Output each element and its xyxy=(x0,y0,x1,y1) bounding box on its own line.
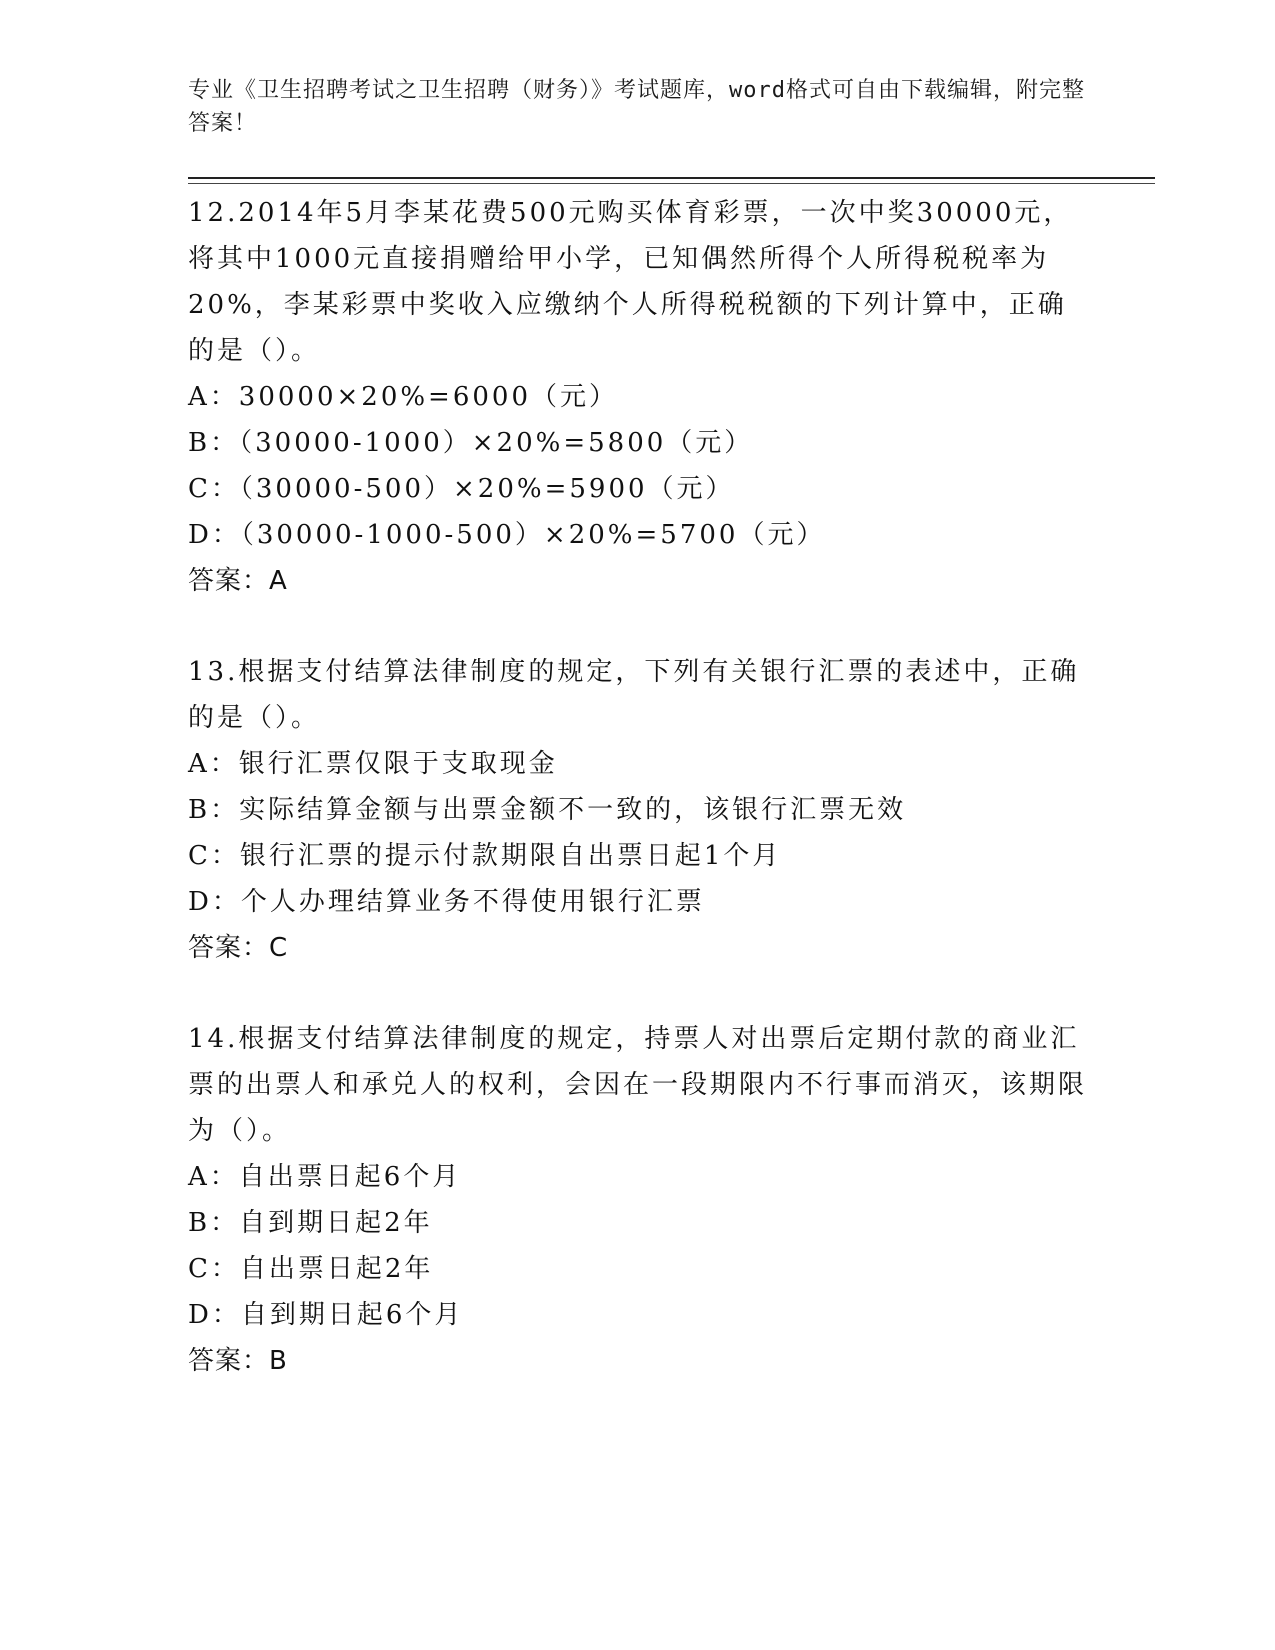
option-d: D：个人办理结算业务不得使用银行汇票 xyxy=(188,887,705,917)
option-c: C：银行汇票的提示付款期限自出票日起1个月 xyxy=(188,841,782,871)
option-a: A：30000×20%=6000（元） xyxy=(188,382,619,412)
option-a: A：银行汇票仅限于支取现金 xyxy=(188,749,558,779)
question-list xyxy=(188,190,1088,1429)
header-divider-thin xyxy=(188,183,1155,184)
question-12 xyxy=(188,190,1088,604)
document-header: 专业《卫生招聘考试之卫生招聘（财务）》考试题库，word格式可自由下载编辑，附完整答案！ xyxy=(188,78,1085,136)
option-b: B：自到期日起2年 xyxy=(188,1208,433,1238)
question-text: 13.根据支付结算法律制度的规定，下列有关银行汇票的表述中，正确的是（）。 xyxy=(188,657,1080,733)
question-text: 12.2014年5月李某花费500元购买体育彩票，一次中奖30000元，将其中1000元直接捐赠给甲小学，已知偶然所得个人所得税税率为20%，李某彩票中奖收入应缴纳个人所得税税额的下列计算中，正确的是（）。 xyxy=(188,198,1073,366)
question-14 xyxy=(188,1016,1088,1384)
header-divider-thick xyxy=(188,177,1155,179)
option-a: A：自出票日起6个月 xyxy=(188,1162,462,1192)
answer-line: 答案：C xyxy=(188,933,289,963)
option-c: C：（30000-500）×20%=5900（元） xyxy=(188,474,735,504)
answer-line: 答案：A xyxy=(188,566,288,596)
answer-line: 答案：B xyxy=(188,1346,288,1376)
option-c: C：自出票日起2年 xyxy=(188,1254,434,1284)
question-13 xyxy=(188,649,1088,971)
option-b: B：（30000-1000）×20%=5800（元） xyxy=(188,428,754,458)
question-text: 14.根据支付结算法律制度的规定，持票人对出票后定期付款的商业汇票的出票人和承兑人的权利，会因在一段期限内不行事而消灭，该期限为（）。 xyxy=(188,1024,1088,1146)
option-b: B：实际结算金额与出票金额不一致的，该银行汇票无效 xyxy=(188,795,907,825)
option-d: D：自到期日起6个月 xyxy=(188,1300,464,1330)
option-d: D：（30000-1000-500）×20%=5700（元） xyxy=(188,520,826,550)
